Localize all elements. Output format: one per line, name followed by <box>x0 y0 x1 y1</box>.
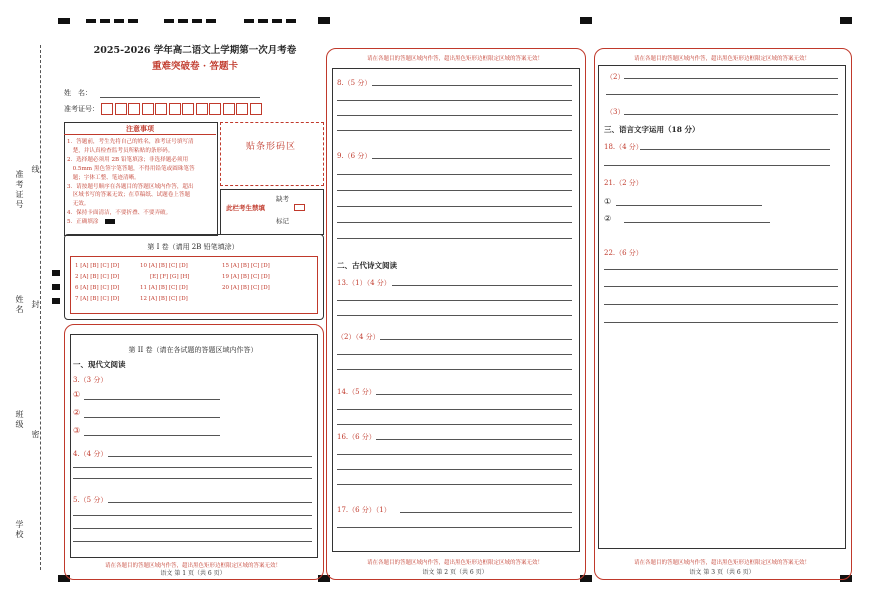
q9-answer-line[interactable] <box>337 174 572 175</box>
c3-q3-answer-line[interactable] <box>624 114 838 115</box>
q16-label: 16.（6 分） <box>337 433 376 441</box>
page3-notice: 请在各题目的答题区域内作答，超出黑色矩形边框限定区域的答案无效！ <box>633 560 810 566</box>
q22-label: 22.（6 分） <box>604 249 643 257</box>
mc-option-row[interactable]: 1 [A] [B] [C] [D] <box>75 263 120 269</box>
registration-mark <box>580 17 592 24</box>
side-mark <box>52 298 60 304</box>
notice-item: 2．选择题必须用 2B 铅笔填涂；非选择题必须用 <box>67 156 189 163</box>
page2-answer-region <box>332 68 580 552</box>
q22-answer-line[interactable] <box>604 269 838 270</box>
mc-option-row[interactable]: 7 [A] [B] [C] [D] <box>75 296 120 302</box>
q3-label: 3.（3 分） <box>73 376 108 384</box>
q4-label: 4.（4 分） <box>73 450 108 458</box>
q14-answer-line[interactable] <box>376 394 572 395</box>
side-label-seal: 封 <box>31 300 40 310</box>
side-label-name: 姓名 <box>15 295 24 315</box>
q17-label: 17.（6 分）（1） <box>337 506 391 514</box>
timing-mark <box>86 19 96 23</box>
registration-mark <box>840 17 852 24</box>
q5-answer-line[interactable] <box>73 541 312 542</box>
page3-answer-region <box>598 65 846 549</box>
page2-notice: 请在各题目的答题区域内作答，超出黑色矩形边框限定区域的答案无效！ <box>366 560 543 566</box>
side-mark <box>52 270 60 276</box>
timing-mark <box>192 19 202 23</box>
q21-item-1: ① <box>604 197 612 206</box>
timing-mark <box>244 19 254 23</box>
exam-id-cell[interactable] <box>223 103 235 115</box>
mc-option-row[interactable]: 19 [A] [B] [C] [D] <box>222 274 270 280</box>
q14-answer-line[interactable] <box>337 424 572 425</box>
q3-answer-line-1[interactable] <box>84 399 220 400</box>
c3-q2-answer-line[interactable] <box>606 94 838 95</box>
q9-answer-line[interactable] <box>337 238 572 239</box>
q13-1-answer-line[interactable] <box>337 315 572 316</box>
timing-mark <box>100 19 110 23</box>
page2-number: 语文 第 2 页（共 6 页） <box>422 569 488 576</box>
q21-item-2: ② <box>604 214 612 223</box>
q13-1-answer-line[interactable] <box>392 285 572 286</box>
exam-id-cell[interactable] <box>209 103 221 115</box>
q18-answer-line[interactable] <box>604 165 830 166</box>
q9-answer-line[interactable] <box>337 190 572 191</box>
timing-mark <box>206 19 216 23</box>
exam-id-label: 准考证号： <box>64 105 99 113</box>
q22-answer-line[interactable] <box>604 322 838 323</box>
mc-option-row[interactable]: [E] [F] [G] [H] <box>150 274 190 280</box>
barcode-area <box>220 122 324 186</box>
notice-item: 题；字体工整、笔迹清晰。 <box>67 174 140 181</box>
exam-id-cell[interactable] <box>196 103 208 115</box>
q9-answer-line[interactable] <box>337 222 572 223</box>
q22-answer-line[interactable] <box>604 304 838 305</box>
notice-item: 楚，并认真检查监考员所粘贴的条形码。 <box>67 147 174 154</box>
q3-item-1: ① <box>73 390 81 399</box>
notice-list <box>67 138 215 227</box>
notice-item: 区域书写的答案无效；在草稿纸、试题卷上答题 <box>67 192 191 199</box>
side-mark <box>52 284 60 290</box>
q18-label: 18.（4 分） <box>604 143 643 151</box>
side-label-line: 线 <box>31 165 40 175</box>
registration-mark <box>58 18 70 24</box>
section-3-heading: 三、语言文字运用（18 分） <box>604 125 700 134</box>
notice-item: 无效。 <box>67 201 90 208</box>
q9-answer-line[interactable] <box>372 158 572 159</box>
q8-answer-line[interactable] <box>372 85 572 86</box>
timing-mark <box>286 19 296 23</box>
q13-2-answer-line[interactable] <box>380 339 572 340</box>
name-input-line[interactable] <box>100 97 260 98</box>
q13-2-answer-line[interactable] <box>337 354 572 355</box>
exam-id-cell[interactable] <box>142 103 154 115</box>
page1-number: 语文 第 1 页（共 6 页） <box>160 570 226 577</box>
q4-answer-line[interactable] <box>108 456 312 457</box>
q13-2-label: （2）（4 分） <box>337 333 380 341</box>
q9-label: 9.（6 分） <box>337 152 372 160</box>
timing-mark <box>272 19 282 23</box>
notice-title-divider <box>64 134 216 135</box>
c3-q2-label: （2） <box>606 73 625 81</box>
side-label-class: 班级 <box>15 410 24 430</box>
q13-2-answer-line[interactable] <box>337 369 572 370</box>
notice-item: 4．保持卡面清洁，不要折叠、不要弄破。 <box>67 210 172 217</box>
q16-answer-line[interactable] <box>337 454 572 455</box>
c3-q3-label: （3） <box>606 108 625 116</box>
q5-answer-line[interactable] <box>108 502 312 503</box>
mc-option-row[interactable]: 20 [A] [B] [C] [D] <box>222 285 270 291</box>
notice-item: 1．答题前，考生先将自己的姓名，准考证号填写清 <box>67 139 194 145</box>
q3-answer-line-2[interactable] <box>84 417 220 418</box>
q13-1-answer-line[interactable] <box>337 300 572 301</box>
absent-box <box>220 189 324 235</box>
absent-mark-2: 标记 <box>276 217 289 225</box>
part2-title: 第 II 卷（请在各试题的答题区域内作答） <box>128 346 258 354</box>
notice-title: 注意事项 <box>126 124 154 133</box>
exam-id-cell[interactable] <box>236 103 248 115</box>
q17-answer-line[interactable] <box>400 512 572 513</box>
notice-item: 5．正确填涂 <box>67 218 215 227</box>
mc-option-row[interactable]: 6 [A] [B] [C] [D] <box>75 285 120 291</box>
q3-item-3: ③ <box>73 426 81 435</box>
timing-mark <box>258 19 268 23</box>
side-label-exam-id: 准考证号 <box>15 170 24 210</box>
q14-answer-line[interactable] <box>337 409 572 410</box>
q22-answer-line[interactable] <box>604 286 838 287</box>
q17-answer-line[interactable] <box>337 527 572 528</box>
q5-answer-line[interactable] <box>73 528 312 529</box>
notice-item: 3．请按题号顺序在各题目的答题区域内作答，超出 <box>67 183 194 190</box>
mc-option-row[interactable]: 11 [A] [B] [C] [D] <box>140 285 188 291</box>
q5-label: 5.（5 分） <box>73 496 108 504</box>
timing-mark <box>178 19 188 23</box>
c3-q2-answer-line[interactable] <box>624 78 838 79</box>
mc-option-row[interactable]: 10 [A] [B] [C] [D] <box>140 263 188 269</box>
filled-sample-mark <box>105 219 115 224</box>
section-1-heading: 一、现代文阅读 <box>73 360 126 369</box>
absent-mark-1: 缺考 <box>276 195 289 203</box>
q8-answer-line[interactable] <box>337 100 572 101</box>
page1-notice: 请在各题目的答题区域内作答，超出黑色矩形边框限定区域的答案无效！ <box>104 563 281 569</box>
exam-id-cell[interactable] <box>115 103 127 115</box>
exam-subtitle: 重难突破卷 · 答题卡 <box>152 61 238 72</box>
barcode-label: 贴条形码区 <box>245 142 296 152</box>
q18-answer-line[interactable] <box>640 149 830 150</box>
q14-label: 14.（5 分） <box>337 388 376 396</box>
exam-title: 2025-2026 学年高二语文上学期第一次月考卷 <box>93 45 297 56</box>
side-label-school: 学校 <box>15 520 24 540</box>
q13-1-label: 13.（1）（4 分） <box>337 279 391 287</box>
q5-answer-line[interactable] <box>73 515 312 516</box>
q9-answer-line[interactable] <box>337 206 572 207</box>
q4-answer-line[interactable] <box>73 478 312 479</box>
exam-id-cell[interactable] <box>169 103 181 115</box>
exam-id-cell[interactable] <box>101 103 113 115</box>
mc-option-row[interactable]: 15 [A] [B] [C] [D] <box>222 263 270 269</box>
absent-checkbox[interactable] <box>294 204 305 211</box>
page3-top-notice: 请在各题目的答题区域内作答，超出黑色矩形边框限定区域的答案无效！ <box>633 56 810 62</box>
registration-mark <box>318 17 330 24</box>
q21-answer-line-1[interactable] <box>616 205 762 206</box>
q16-answer-line[interactable] <box>337 469 572 470</box>
q4-answer-line[interactable] <box>73 467 312 468</box>
mc-option-row[interactable]: 2 [A] [B] [C] [D] <box>75 274 120 280</box>
name-label: 姓 名： <box>64 89 92 97</box>
q16-answer-line[interactable] <box>337 484 572 485</box>
timing-mark <box>114 19 124 23</box>
exam-id-cell[interactable] <box>250 103 262 115</box>
absent-label: 此栏考生禁填 <box>226 204 265 212</box>
q3-item-2: ② <box>73 408 81 417</box>
notice-item: 0.5mm 黑色签字笔答题，不得用铅笔或圆珠笔答 <box>67 165 195 172</box>
q8-answer-line[interactable] <box>337 130 572 131</box>
q21-answer-line-2[interactable] <box>624 222 770 223</box>
q21-label: 21.（2 分） <box>604 179 643 187</box>
exam-id-cell[interactable] <box>155 103 167 115</box>
mc-option-row[interactable]: 12 [A] [B] [C] [D] <box>140 296 188 302</box>
q16-answer-line[interactable] <box>376 439 572 440</box>
timing-mark <box>128 19 138 23</box>
part1-title: 第 I 卷（请用 2B 铅笔填涂） <box>147 243 239 251</box>
page2-top-notice: 请在各题目的答题区域内作答，超出黑色矩形边框限定区域的答案无效！ <box>366 56 543 62</box>
q8-label: 8.（5 分） <box>337 79 372 87</box>
page3-number: 语文 第 3 页（共 6 页） <box>689 569 755 576</box>
q8-answer-line[interactable] <box>337 115 572 116</box>
section-2-heading: 二、古代诗文阅读 <box>337 261 397 270</box>
exam-id-cell[interactable] <box>128 103 140 115</box>
exam-id-cell[interactable] <box>182 103 194 115</box>
timing-mark <box>164 19 174 23</box>
q3-answer-line-3[interactable] <box>84 435 220 436</box>
side-label-secret: 密 <box>31 430 40 440</box>
